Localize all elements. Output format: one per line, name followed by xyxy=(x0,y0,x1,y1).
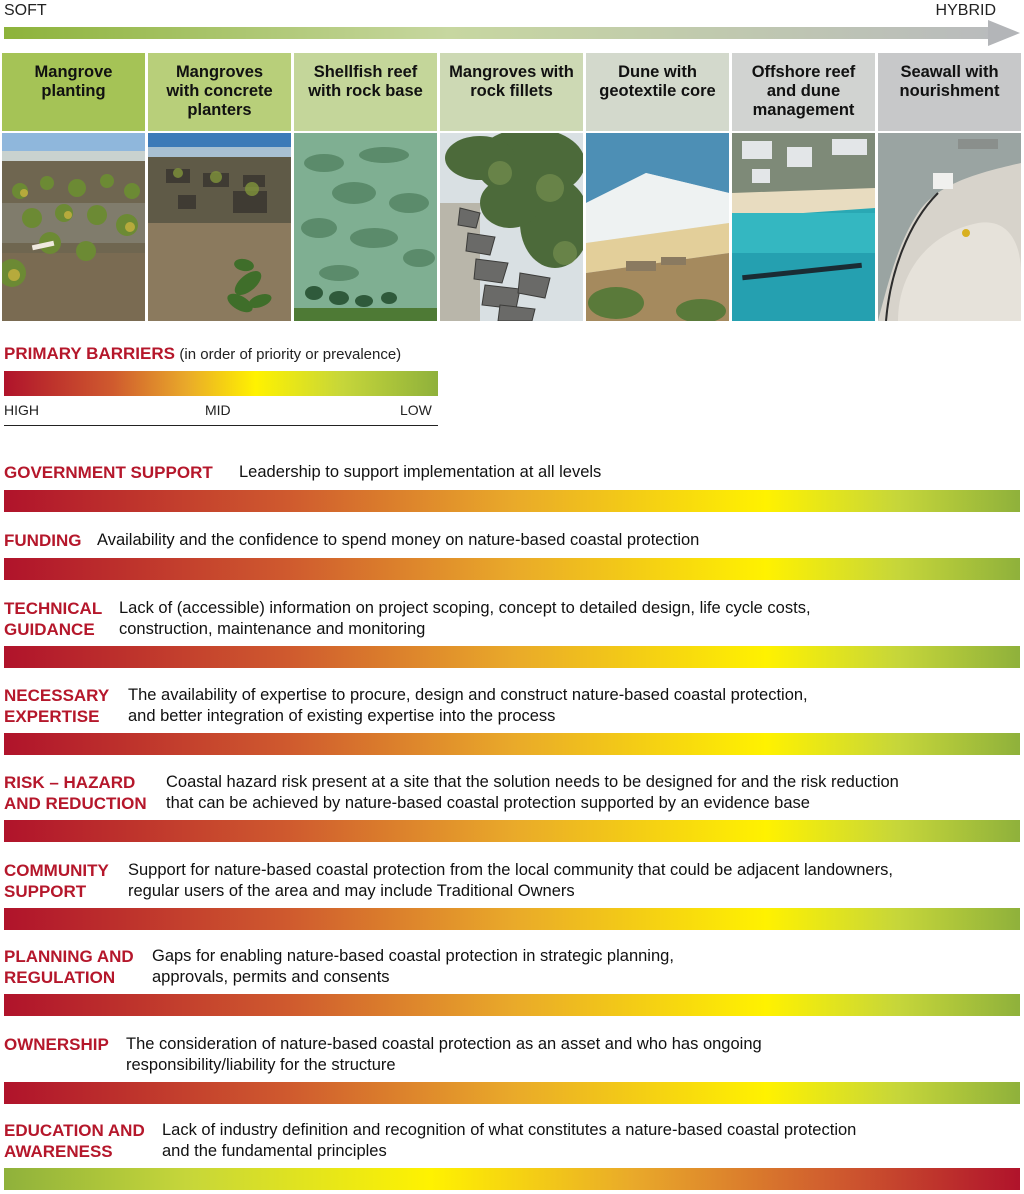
column-header xyxy=(440,53,583,131)
column-header xyxy=(2,53,145,131)
barrier-description-line: and the fundamental principles xyxy=(162,1142,387,1160)
column-dune-geotextile xyxy=(586,53,729,321)
column-title-line: management xyxy=(752,101,855,119)
column-title-line: Mangrove xyxy=(34,63,113,81)
barrier-title xyxy=(4,598,102,640)
barrier-title xyxy=(4,685,109,727)
barrier-title-line: FUNDING xyxy=(4,531,82,550)
barrier-description-line: and better integration of existing expertise into the process xyxy=(128,707,556,725)
barrier-gradient-bar xyxy=(4,646,1020,668)
legend-high-label: HIGH xyxy=(4,402,39,418)
barrier-description xyxy=(97,530,699,551)
column-header xyxy=(148,53,291,131)
barrier-description xyxy=(166,772,899,814)
scale-left-label: SOFT xyxy=(4,2,47,19)
barrier-description-line: Lack of industry definition and recognition of what constitutes a nature-based coastal protection xyxy=(162,1121,857,1139)
column-title-line: with rock base xyxy=(308,82,423,100)
barrier-title-line: COMMUNITY xyxy=(4,861,109,880)
column-title-line: Offshore reef xyxy=(751,63,856,81)
column-header xyxy=(732,53,875,131)
legend-divider xyxy=(4,425,438,426)
column-header xyxy=(878,53,1021,131)
barrier-title-line: SUPPORT xyxy=(4,882,87,901)
column-title-line: Mangroves xyxy=(175,63,264,81)
barrier-description-line: approvals, permits and consents xyxy=(152,968,390,986)
barrier-description-line: Coastal hazard risk present at a site that the solution needs to be designed for and the risk reduction xyxy=(166,773,899,791)
barrier-description-line: responsibility/liability for the structure xyxy=(126,1056,396,1074)
column-shellfish-reef xyxy=(294,53,437,321)
barrier-description xyxy=(119,598,811,640)
barrier-title-line: EXPERTISE xyxy=(4,707,100,726)
column-title-line: with concrete xyxy=(166,82,273,100)
shellfish-reef-photo xyxy=(294,133,437,321)
barrier-description xyxy=(152,946,674,988)
seawall-photo xyxy=(878,133,1021,321)
barrier-title xyxy=(4,860,109,902)
barrier-gradient-bar xyxy=(4,994,1020,1016)
column-title-line: nourishment xyxy=(899,82,1000,100)
column-seawall xyxy=(878,53,1021,321)
column-header xyxy=(294,53,437,131)
column-mangrove-planting xyxy=(2,53,145,321)
barrier-description xyxy=(162,1120,856,1162)
dune-geotextile-photo xyxy=(586,133,729,321)
barrier-title xyxy=(4,772,147,814)
barrier-description xyxy=(128,860,893,902)
barrier-gradient-bar xyxy=(4,1168,1020,1190)
barrier-description-line: Lack of (accessible) information on project scoping, concept to detailed design, life cycle costs, xyxy=(119,599,811,617)
barrier-description xyxy=(126,1034,762,1076)
barrier-title-line: RISK – HAZARD xyxy=(4,773,136,792)
offshore-reef-photo xyxy=(732,133,875,321)
barrier-title xyxy=(4,946,134,988)
barrier-title-line: EDUCATION AND xyxy=(4,1121,145,1140)
scale-arrow-icon xyxy=(0,0,1024,48)
barrier-gradient-bar xyxy=(4,1082,1020,1104)
barrier-description-line: Support for nature-based coastal protection from the local community that could be adjacent landowners, xyxy=(128,861,893,879)
column-concrete-planters xyxy=(148,53,291,321)
barrier-description-line: Gaps for enabling nature-based coastal protection in strategic planning, xyxy=(152,947,674,965)
legend-heading xyxy=(4,344,401,364)
column-title-line: Mangroves with xyxy=(449,63,574,81)
barrier-description xyxy=(239,462,601,483)
column-title-line: planting xyxy=(41,82,106,100)
barrier-description-line: The availability of expertise to procure, design and construct nature-based coastal protection, xyxy=(128,686,808,704)
column-title-line: rock fillets xyxy=(470,82,553,100)
barrier-description-line: construction, maintenance and monitoring xyxy=(119,620,426,638)
column-rock-fillets xyxy=(440,53,583,321)
column-title-line: planters xyxy=(187,101,252,119)
scale-right-label: HYBRID xyxy=(935,2,996,19)
barrier-title-line: AND REDUCTION xyxy=(4,794,147,813)
barrier-gradient-bar xyxy=(4,558,1020,580)
column-offshore-reef xyxy=(732,53,875,321)
column-title-line: geotextile core xyxy=(599,82,716,100)
barrier-title xyxy=(4,462,213,483)
barrier-title-line: NECESSARY xyxy=(4,686,110,705)
column-title-line: Shellfish reef xyxy=(313,63,418,81)
barrier-description-line: The consideration of nature-based coastal protection as an asset and who has ongoing xyxy=(126,1035,762,1053)
barrier-title-line: GOVERNMENT SUPPORT xyxy=(4,463,213,482)
legend-mid-label: MID xyxy=(205,402,231,418)
barrier-title-line: PLANNING AND xyxy=(4,947,134,966)
barrier-title xyxy=(4,1120,145,1162)
legend-title: PRIMARY BARRIERS xyxy=(4,344,175,363)
barrier-title-line: TECHNICAL xyxy=(4,599,103,618)
legend-note: (in order of priority or prevalence) xyxy=(179,346,402,363)
barrier-description xyxy=(128,685,808,727)
soft-hybrid-scale xyxy=(0,0,1024,48)
barrier-description-line: Leadership to support implementation at all levels xyxy=(239,463,602,481)
column-title-line: Seawall with xyxy=(900,63,999,81)
barrier-description-line: regular users of the area and may include Traditional Owners xyxy=(128,882,575,900)
barrier-title xyxy=(4,1034,109,1055)
barrier-description-line: that can be achieved by nature-based coastal protection supported by an evidence base xyxy=(166,794,810,812)
barrier-gradient-bar xyxy=(4,820,1020,842)
barrier-gradient-bar xyxy=(4,490,1020,512)
concrete-planters-photo xyxy=(148,133,291,321)
barrier-title-line: GUIDANCE xyxy=(4,620,95,639)
rock-fillets-photo xyxy=(440,133,583,321)
barrier-gradient-bar xyxy=(4,908,1020,930)
barrier-gradient-bar xyxy=(4,733,1020,755)
barrier-title xyxy=(4,530,81,551)
barrier-title-line: OWNERSHIP xyxy=(4,1035,109,1054)
column-header xyxy=(586,53,729,131)
legend-low-label: LOW xyxy=(400,402,432,418)
barrier-description-line: Availability and the confidence to spend money on nature-based coastal protection xyxy=(97,531,700,549)
column-title-line: and dune xyxy=(766,82,841,100)
legend-gradient-bar xyxy=(4,371,438,396)
mangrove-planting-photo xyxy=(2,133,145,321)
barrier-title-line: REGULATION xyxy=(4,968,116,987)
barrier-title-line: AWARENESS xyxy=(4,1142,113,1161)
column-title-line: Dune with xyxy=(618,63,697,81)
